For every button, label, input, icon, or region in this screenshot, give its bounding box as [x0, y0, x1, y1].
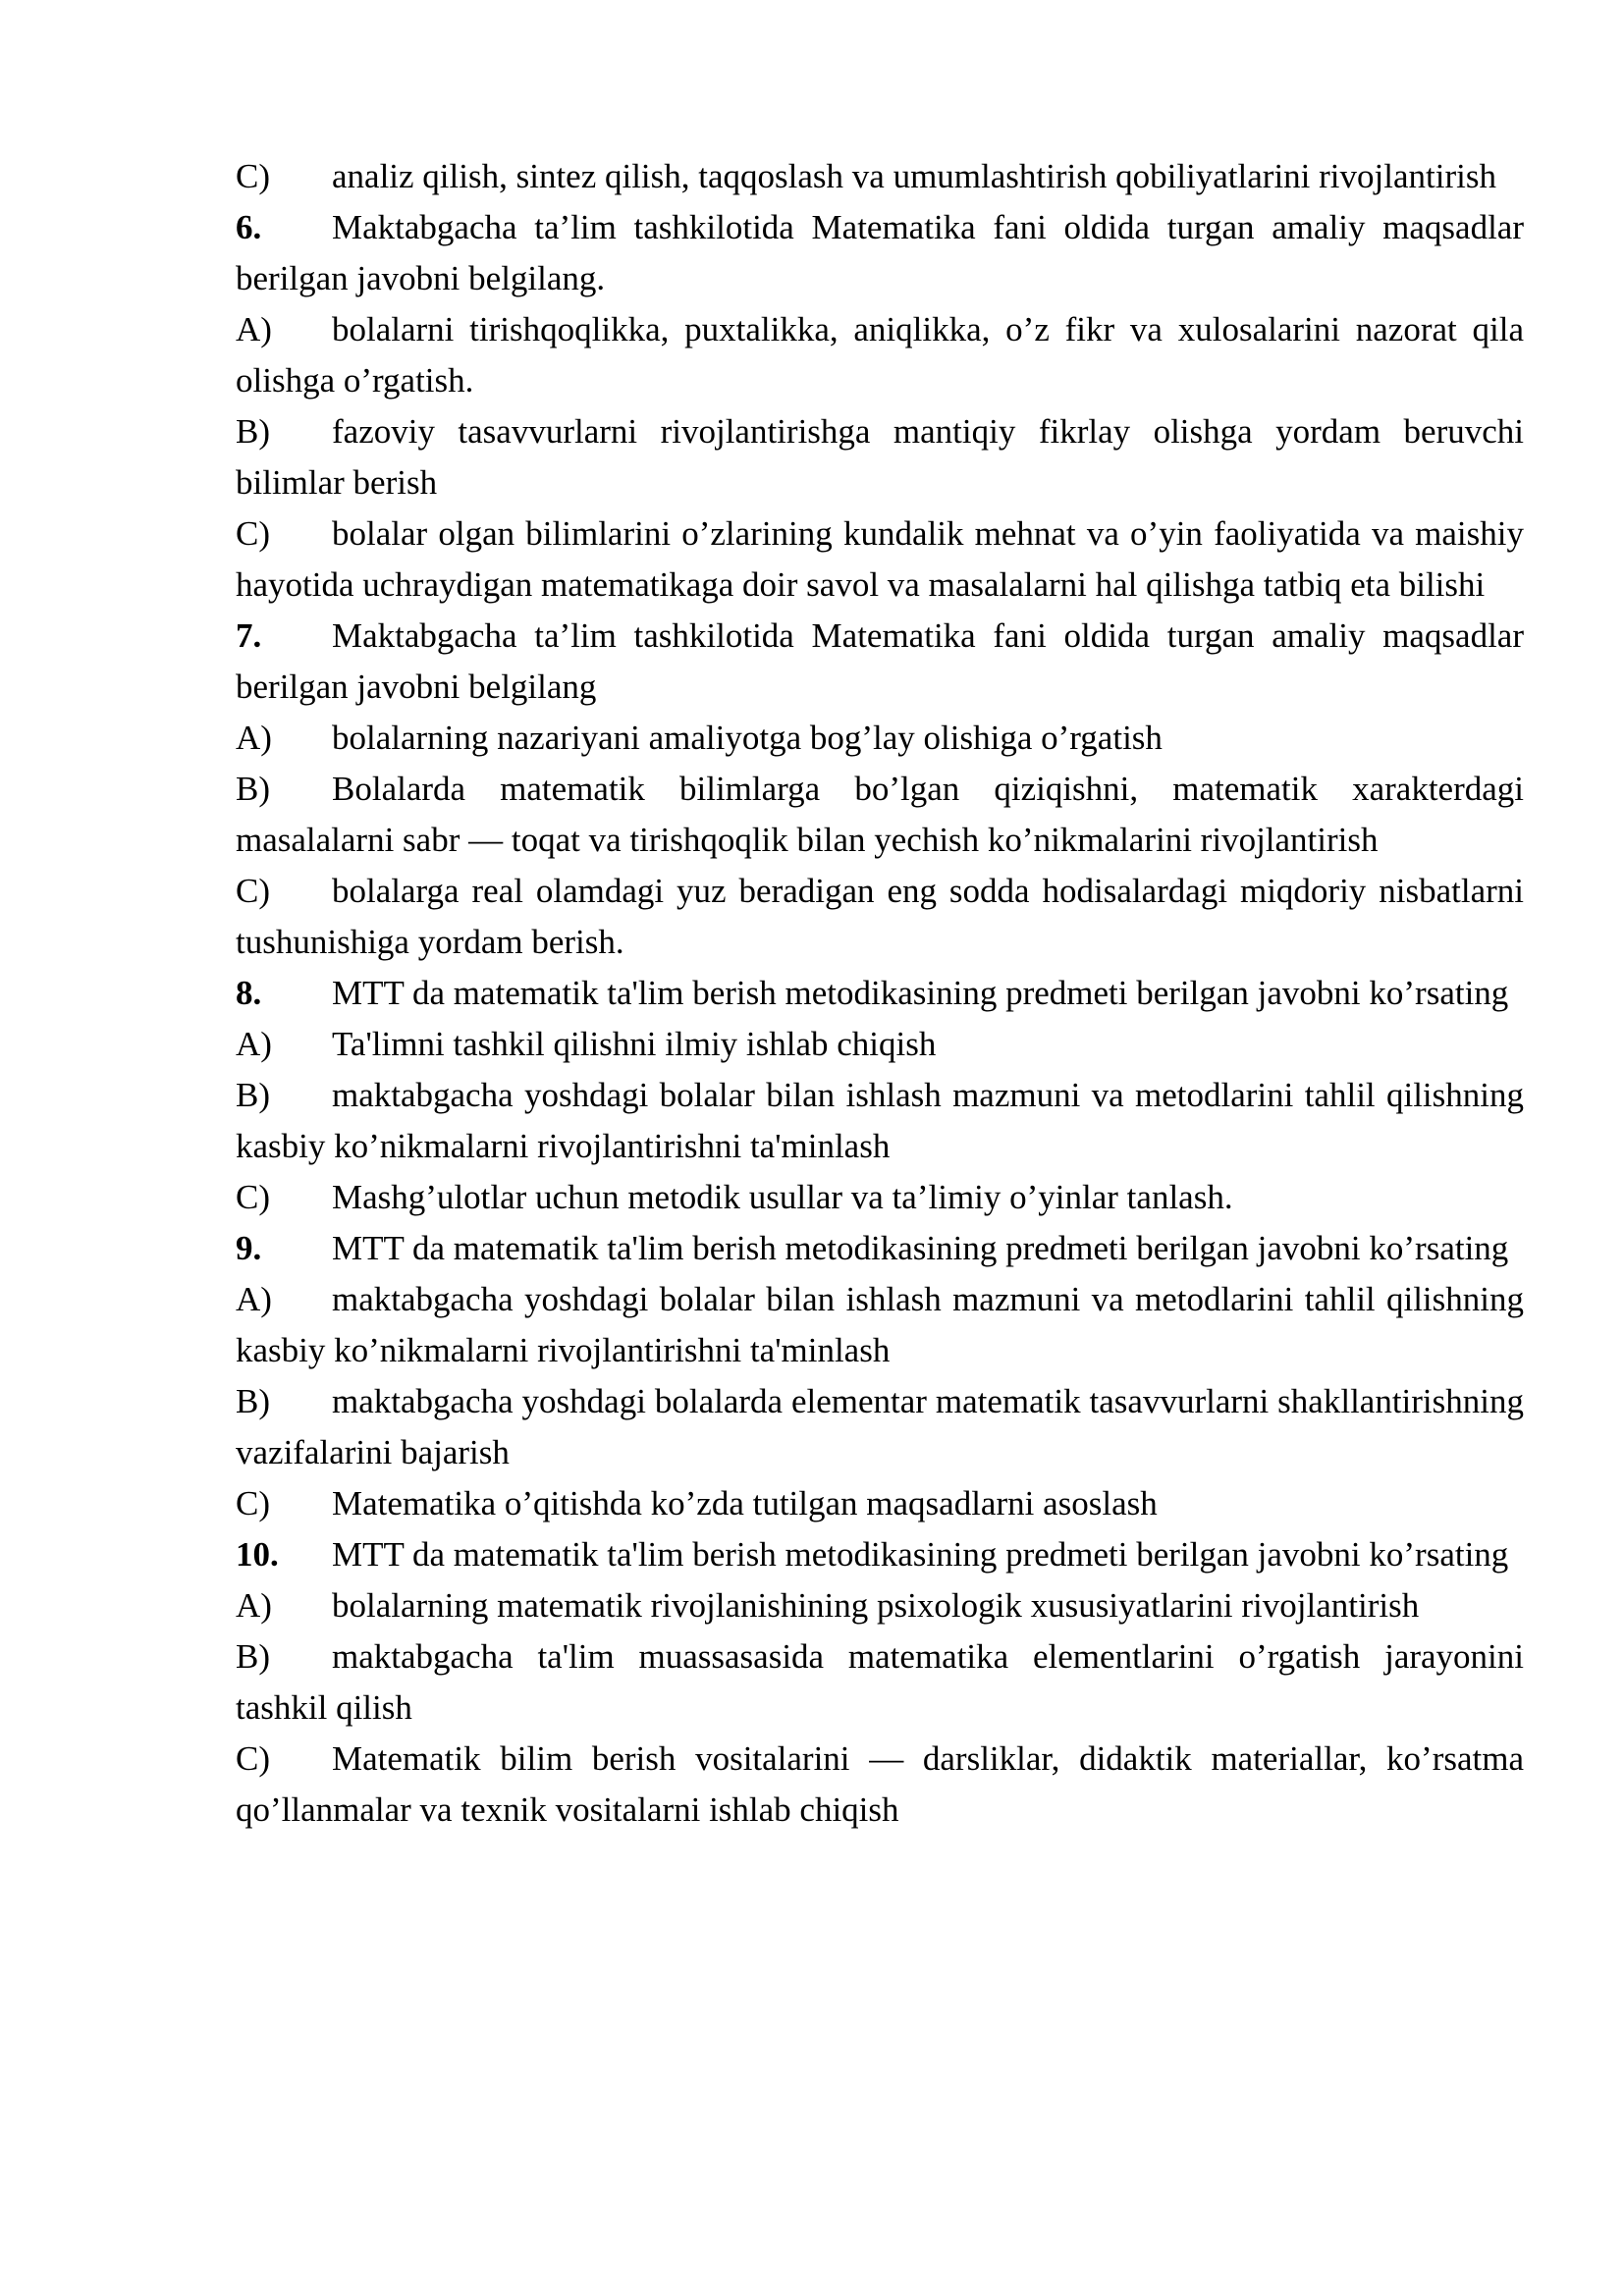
- option-c: [236, 1172, 1524, 1223]
- option-c: [236, 866, 1524, 968]
- question-text: Maktabgacha ta’lim tashkilotida Matematika fani oldida turgan amaliy maqsadlar berilgan javobni belgilang.: [236, 208, 1524, 297]
- option-label: A): [236, 1280, 272, 1318]
- option-text: maktabgacha yoshdagi bolalarda elementar matematik tasavvurlarni shakllantirishning vazifalarini bajarish: [236, 1382, 1524, 1471]
- question-8: [236, 968, 1524, 1019]
- option-c: [236, 1734, 1524, 1836]
- option-label: A): [236, 719, 272, 757]
- option-c: [236, 1478, 1524, 1529]
- option-text: bolalarni tirishqoqlikka, puxtalikka, aniqlikka, o’z fikr va xulosalarini nazorat qila olishga o’rgatish.: [236, 310, 1524, 400]
- option-b: [236, 764, 1524, 866]
- question-number: 10.: [236, 1535, 279, 1574]
- option-a: [236, 1019, 1524, 1070]
- option-label: B): [236, 1637, 270, 1676]
- option-text: Bolalarda matematik bilimlarga bo’lgan qiziqishni, matematik xarakterdagi masalalarni sabr — toqat va tirishqoqlik bilan yechish ko’nikmalarini rivojlantirish: [236, 770, 1524, 859]
- question-number: 8.: [236, 974, 262, 1012]
- option-text: maktabgacha yoshdagi bolalar bilan ishlash mazmuni va metodlarini tahlil qilishning kasbiy ko’nikmalarni rivojlantirishni ta'minlash: [236, 1280, 1524, 1369]
- option-label: A): [236, 310, 272, 348]
- option-label: B): [236, 1076, 270, 1114]
- option-label: B): [236, 770, 270, 808]
- option-a: [236, 304, 1524, 406]
- option-b: [236, 1631, 1524, 1734]
- option-text: Matematik bilim berish vositalarini — darsliklar, didaktik materiallar, ko’rsatma qo’llanmalar va texnik vositalarni ishlab chiqish: [236, 1739, 1524, 1829]
- option-text: fazoviy tasavvurlarni rivojlantirishga mantiqiy fikrlay olishga yordam beruvchi bilimlar berish: [236, 412, 1524, 502]
- question-text: MTT da matematik ta'lim berish metodikasining predmeti berilgan javobni ko’rsating: [332, 1229, 1509, 1267]
- option-label: C): [236, 872, 270, 910]
- option-text: maktabgacha yoshdagi bolalar bilan ishlash mazmuni va metodlarini tahlil qilishning kasbiy ko’nikmalarni rivojlantirishni ta'minlash: [236, 1076, 1524, 1165]
- question-text: MTT da matematik ta'lim berish metodikasining predmeti berilgan javobni ko’rsating: [332, 1535, 1509, 1574]
- option-text: maktabgacha ta'lim muassasasida matematika elementlarini o’rgatish jarayonini tashkil qilish: [236, 1637, 1524, 1727]
- option-c: [236, 151, 1524, 202]
- option-label: C): [236, 157, 270, 195]
- option-label: C): [236, 1739, 270, 1778]
- option-label: C): [236, 1178, 270, 1216]
- question-text: MTT da matematik ta'lim berish metodikasining predmeti berilgan javobni ko’rsating: [332, 974, 1509, 1012]
- question-text: Maktabgacha ta’lim tashkilotida Matematika fani oldida turgan amaliy maqsadlar berilgan javobni belgilang: [236, 616, 1524, 706]
- question-number: 6.: [236, 208, 262, 246]
- question-10: [236, 1529, 1524, 1580]
- question-number: 7.: [236, 616, 262, 655]
- option-label: C): [236, 514, 270, 553]
- question-7: [236, 611, 1524, 713]
- option-a: [236, 1274, 1524, 1376]
- option-label: B): [236, 1382, 270, 1420]
- option-label: B): [236, 412, 270, 451]
- option-a: [236, 1580, 1524, 1631]
- option-text: bolalarga real olamdagi yuz beradigan eng sodda hodisalardagi miqdoriy nisbatlarni tushunishiga yordam berish.: [236, 872, 1524, 961]
- option-text: bolalar olgan bilimlarini o’zlarining kundalik mehnat va o’yin faoliyatida va maishiy hayotida uchraydigan matematikaga doir savol va masalalarni hal qilishga tatbiq eta bilishi: [236, 514, 1524, 604]
- question-6: [236, 202, 1524, 304]
- option-label: A): [236, 1025, 272, 1063]
- option-label: A): [236, 1586, 272, 1625]
- option-text: Ta'limni tashkil qilishni ilmiy ishlab chiqish: [332, 1025, 937, 1063]
- option-a: [236, 713, 1524, 764]
- option-b: [236, 1070, 1524, 1172]
- option-text: bolalarning nazariyani amaliyotga bog’lay olishiga o’rgatish: [332, 719, 1163, 757]
- question-9: [236, 1223, 1524, 1274]
- option-text: analiz qilish, sintez qilish, taqqoslash va umumlashtirish qobiliyatlarini rivojlantirish: [332, 157, 1496, 195]
- option-b: [236, 406, 1524, 508]
- option-c: [236, 508, 1524, 611]
- option-text: bolalarning matematik rivojlanishining psixologik xususiyatlarini rivojlantirish: [332, 1586, 1420, 1625]
- option-text: Mashg’ulotlar uchun metodik usullar va ta’limiy o’yinlar tanlash.: [332, 1178, 1233, 1216]
- question-number: 9.: [236, 1229, 262, 1267]
- option-label: C): [236, 1484, 270, 1522]
- option-text: Matematika o’qitishda ko’zda tutilgan maqsadlarni asoslash: [332, 1484, 1158, 1522]
- option-b: [236, 1376, 1524, 1478]
